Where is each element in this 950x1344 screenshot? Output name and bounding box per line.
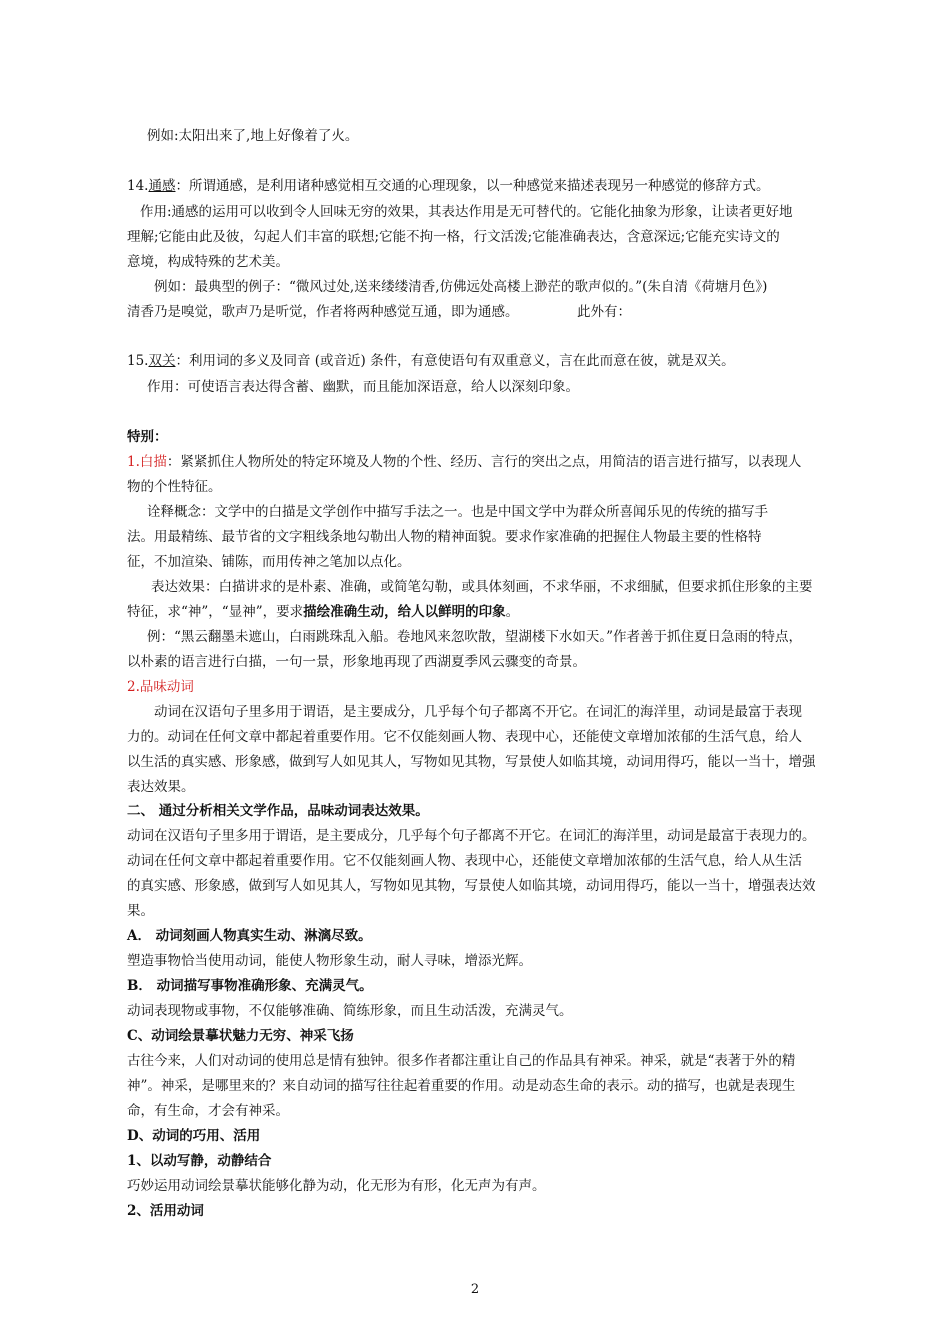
baimiao-def-text: ：紧紧抓住人物所处的特定环境及人物的个性、经历、言行的突出之点，用简洁的语言进行描写，以表现人: [166, 454, 802, 470]
part2-a-text: 塑造事物恰当使用动词，能使人物形象生动，耐人寻味，增添光辉。: [127, 953, 532, 969]
section-14-effect-line: 意境，构成特殊的艺术美。: [127, 254, 289, 270]
verb-para-line: 动词在汉语句子里多用于谓语，是主要成分，几乎每个句子都离不开它。在词汇的海洋里，动词是最富于表现: [154, 704, 802, 720]
part2-b-text: 动词表现物或事物，不仅能够准确、简练形象，而且生动活泼，充满灵气。: [127, 1003, 573, 1019]
baimiao-expression-line: [127, 603, 519, 621]
baimiao-example-line: 以朴素的语言进行白描，一句一景，形象地再现了西湖夏季风云骤变的奇景。: [127, 654, 586, 670]
baimiao-number: 1.: [127, 454, 140, 470]
part2-c-text-line: 神”。神采，是哪里来的？来自动词的描写往往起着重要的作用。动是动态生命的表示。动的描写，也就是表现生: [127, 1078, 796, 1094]
baimiao-concept-line: 征，不加渲染、铺陈，而用传神之笔加以点化。: [127, 554, 411, 570]
part2-intro-line: 动词在任何文章中都起着重要作用。它不仅能刻画人物、表现中心，还能使文章增加浓郁的生活气息，给人从生活: [127, 853, 802, 869]
expression-text: 。: [505, 604, 520, 620]
verb-heading: 2.品味动词: [127, 679, 194, 695]
part2-intro-line: 动词在汉语句子里多用于谓语，是主要成分，几乎每个句子都离不开它。在词汇的海洋里，动词是最富于表现力的。: [127, 828, 816, 844]
baimiao-concept-line: 法。用最精练、最节省的文字粗线条地勾勒出人物的精神面貌。要求作家准确的把握住人物最主要的性格特: [127, 529, 762, 545]
expression-text: 特征，求“神”，“显神”，要求: [127, 604, 304, 620]
verb-para-line: 表达效果。: [127, 779, 195, 795]
section-14-example-line: 例如：最典型的例子：“微风过处,送来缕缕清香,仿佛远处高楼上渺茫的歌声似的。”(朱自清《荷塘月色》): [154, 279, 768, 295]
part2-c-text-line: 古往今来，人们对动词的使用总是情有独钟。很多作者都注重让自己的作品具有神采。神采，就是“表著于外的精: [127, 1053, 796, 1069]
previous-example: 例如:太阳出来了,地上好像着了火。: [147, 128, 359, 144]
part2-c-text-line: 命，有生命，才会有神采。: [127, 1103, 289, 1119]
expression-emphasis: 描绘准确生动，给人以鲜明的印象: [303, 604, 506, 620]
section-14-example-line: 清香乃是嗅觉，歌声乃是听觉，作者将两种感觉互通，即为通感。: [127, 304, 519, 320]
baimiao-example-line: 例：“黑云翻墨未遮山，白雨跳珠乱入船。卷地风来忽吹散，望湖楼下水如天。”作者善于抓住夏日急雨的特点，: [147, 629, 803, 645]
section-15-effect: 作用：可使语言表达得含蓄、幽默，而且能加深语意，给人以深刻印象。: [147, 379, 579, 395]
verb-para-line: 以生活的真实感、形象感，做到写人如见其人，写物如见其物，写景使人如临其境，动词用得巧，能以一当十，增强: [127, 754, 816, 770]
part2-d1-heading: 1、以动写静，动静结合: [127, 1153, 272, 1169]
section-14-number: 14.: [127, 178, 149, 194]
section-14-example-extra: 此外有：: [577, 304, 631, 320]
section-15-definition: [127, 352, 735, 370]
part2-intro-line: 的真实感、形象感，做到写人如见其人，写物如见其物，写景使人如临其境，动词用得巧，能以一当十，增强表达效: [127, 878, 816, 894]
part2-d1-text: 巧妙运用动词绘景摹状能够化静为动，化无形为有形，化无声为有声。: [127, 1178, 546, 1194]
section-15-term: 双关: [148, 353, 176, 369]
special-heading: 特别：: [127, 429, 168, 445]
baimiao-term: 白描: [139, 454, 167, 470]
part2-d2-heading: 2、活用动词: [127, 1203, 204, 1219]
page-number: 2: [470, 1282, 480, 1297]
section-14-term: 通感: [148, 178, 176, 194]
part2-c-heading: C、动词绘景摹状魅力无穷、神采飞扬: [127, 1028, 354, 1044]
part2-a-heading: A． 动词刻画人物真实生动、淋漓尽致。: [127, 928, 372, 944]
baimiao-concept-line: 诠释概念：文学中的白描是文学创作中描写手法之一。也是中国文学中为群众所喜闻乐见的传统的描写手: [147, 504, 768, 520]
section-14-effect-line: 作用:通感的运用可以收到令人回味无穷的效果，其表达作用是无可替代的。它能化抽象为形象，让读者更好地: [140, 204, 793, 220]
baimiao-expression-line: 表达效果：白描讲求的是朴素、准确，或简笔勾勒，或具体刻画，不求华丽，不求细腻，但要求抓住形象的主要: [151, 579, 813, 595]
part2-b-heading: B． 动词描写事物准确形象、充满灵气。: [127, 978, 373, 994]
part2-intro-line: 果。: [127, 903, 154, 919]
section-14-definition: [127, 177, 769, 195]
section-14-effect-line: 理解;它能由此及彼，勾起人们丰富的联想;它能不拘一格，行文活泼;它能准确表达，含意深远;它能充实诗文的: [127, 229, 780, 245]
part2-heading: 二、 通过分析相关文学作品，品味动词表达效果。: [127, 803, 429, 819]
verb-para-line: 力的。动词在任何文章中都起着重要作用。它不仅能刻画人物、表现中心，还能使文章增加浓郁的生活气息，给人: [127, 729, 802, 745]
section-15-number: 15.: [127, 353, 149, 369]
baimiao-def-line: 物的个性特征。: [127, 479, 222, 495]
section-14-def-text: ：所谓通感，是利用诸种感觉相互交通的心理现象，以一种感觉来描述表现另一种感觉的修辞方式。: [175, 178, 770, 194]
section-15-def-text: ：利用词的多义及同音 (或音近) 条件，有意使语句有双重意义，言在此而意在彼，就是双关。: [175, 353, 735, 369]
baimiao-definition: [127, 453, 801, 471]
part2-d-heading: D、动词的巧用、活用: [127, 1128, 261, 1144]
